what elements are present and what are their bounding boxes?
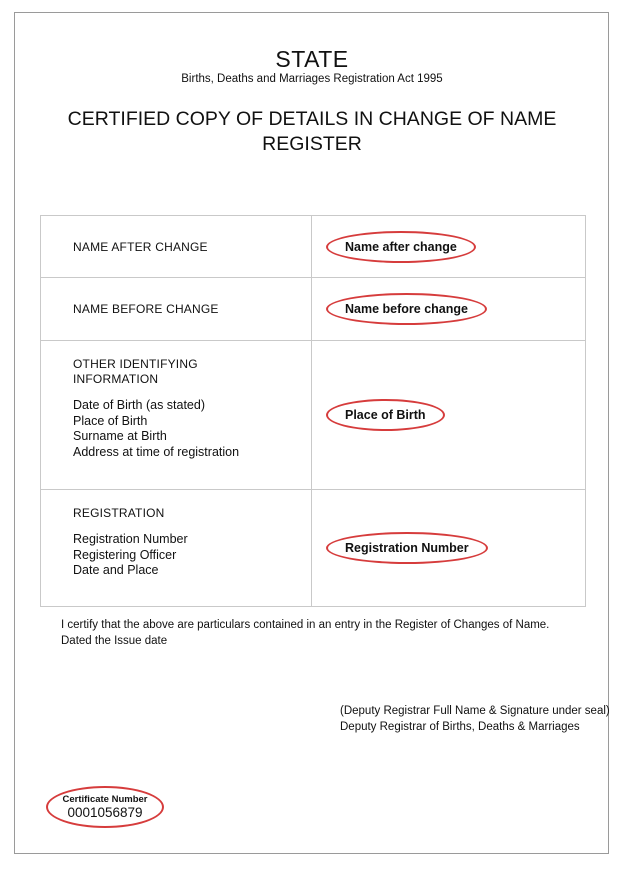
certification-line: I certify that the above are particulars contained in an entry in the Register of Changes of Name. <box>61 619 550 631</box>
registrar-title: Deputy Registrar of Births, Deaths & Marriages <box>340 720 580 733</box>
row-item: Surname at Birth <box>73 429 167 443</box>
document-title: CERTIFIED COPY OF DETAILS IN CHANGE OF NAME REGISTER <box>67 108 557 155</box>
certification-statement <box>61 617 549 649</box>
table-row-value-registration-number <box>311 489 585 606</box>
registrar-signature-block <box>340 704 610 735</box>
row-item: Place of Birth <box>73 413 148 428</box>
highlight-ellipse-place-of-birth: Place of Birth <box>326 399 445 431</box>
highlight-ellipse-name-after-change: Name after change <box>326 231 476 263</box>
row-item: Registration Number <box>73 532 188 546</box>
row-heading: REGISTRATION <box>73 506 165 520</box>
highlight-ellipse-name-before-change: Name before change <box>326 293 487 325</box>
table-row-value-name-before-change <box>311 277 585 340</box>
certificate-number-ellipse <box>46 786 164 828</box>
certificate-number-label: Certificate Number <box>62 794 148 805</box>
act-subtitle: Births, Deaths and Marriages Registration Act 1995 <box>181 73 443 85</box>
row-heading: OTHER IDENTIFYING INFORMATION <box>73 357 198 386</box>
table-row-value-name-after-change <box>311 216 585 277</box>
table-row-label-other-identifying-information <box>41 340 311 489</box>
row-items <box>73 398 301 460</box>
certificate-number-value: 0001056879 <box>67 805 143 820</box>
table-row-value-place-of-birth <box>311 340 585 489</box>
details-table <box>40 215 586 607</box>
row-items <box>73 532 301 579</box>
row-item: Date and Place <box>73 563 159 577</box>
registrar-signature-note: (Deputy Registrar Full Name & Signature under seal) <box>340 705 610 717</box>
certification-dated-line: Dated the Issue date <box>61 635 168 647</box>
table-row-label-registration <box>41 489 311 606</box>
row-item: Address at time of registration <box>73 444 240 459</box>
table-row-label-name-after-change <box>41 216 311 277</box>
row-item: Date of Birth (as stated) <box>73 398 206 412</box>
highlight-ellipse-registration-number: Registration Number <box>326 532 488 564</box>
row-item: Registering Officer <box>73 547 177 562</box>
row-label: NAME AFTER CHANGE <box>73 239 208 254</box>
state-title: STATE <box>275 46 349 72</box>
table-row-label-name-before-change <box>41 277 311 340</box>
row-label: NAME BEFORE CHANGE <box>73 302 219 316</box>
